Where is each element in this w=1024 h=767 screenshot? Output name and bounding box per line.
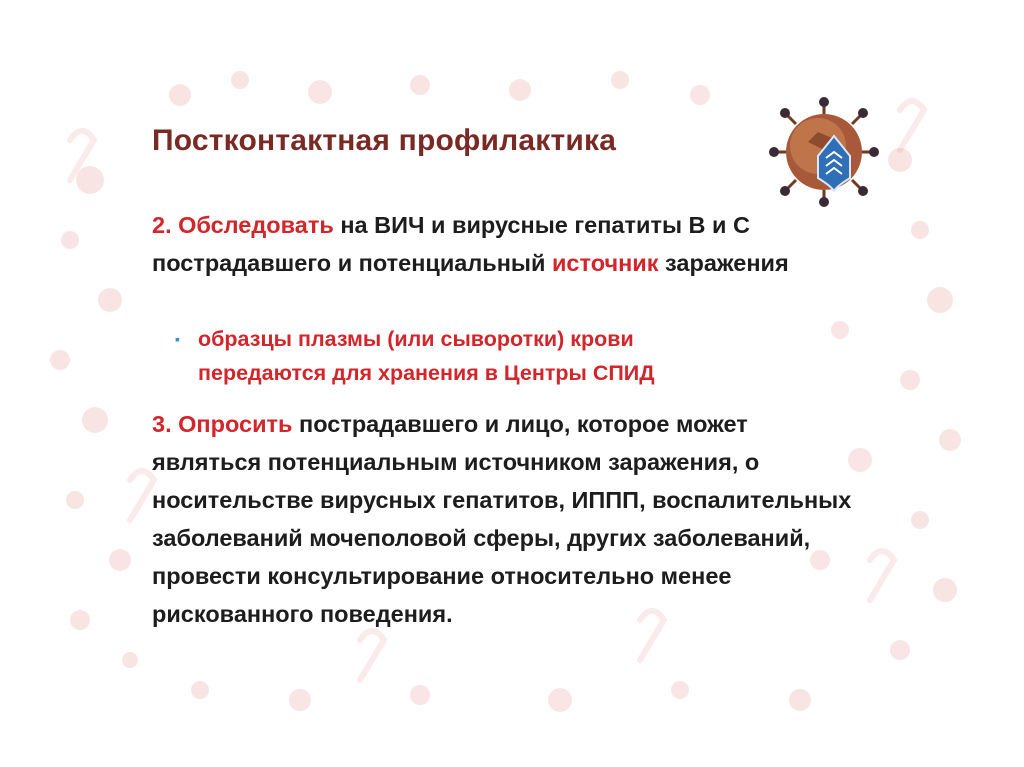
bullet-item [175, 322, 790, 390]
step-3-lead: 3. Опросить [152, 411, 293, 437]
step-2-lead: 2. Обследовать [152, 212, 334, 238]
step-2-red-word: источник [551, 250, 659, 276]
bullet-line-1: образцы плазмы (или сыворотки) крови [198, 327, 634, 351]
step-3-paragraph [152, 405, 852, 633]
step-2-text: на ВИЧ и вирусные гепатиты В и С пострадавшего и потенциальный [152, 212, 750, 276]
step-2-paragraph [152, 206, 872, 282]
step-3-text: пострадавшего и лицо, которое может являться потенциальным источником заражения, о носительстве вирусных гепатитов, ИППП, воспалительных заболеваний мочеполовой сферы, других заболеваний, провести консультирование относительно менее рискованного поведения. [152, 411, 852, 627]
bullet-line-2: передаются для хранения в Центры СПИД [198, 361, 655, 385]
bullet-square-icon: ▪ [175, 331, 180, 347]
step-2-text-end: заражения [658, 250, 789, 276]
slide-title: Постконтактная профилактика [152, 124, 617, 157]
virus-shield-icon [768, 96, 880, 208]
